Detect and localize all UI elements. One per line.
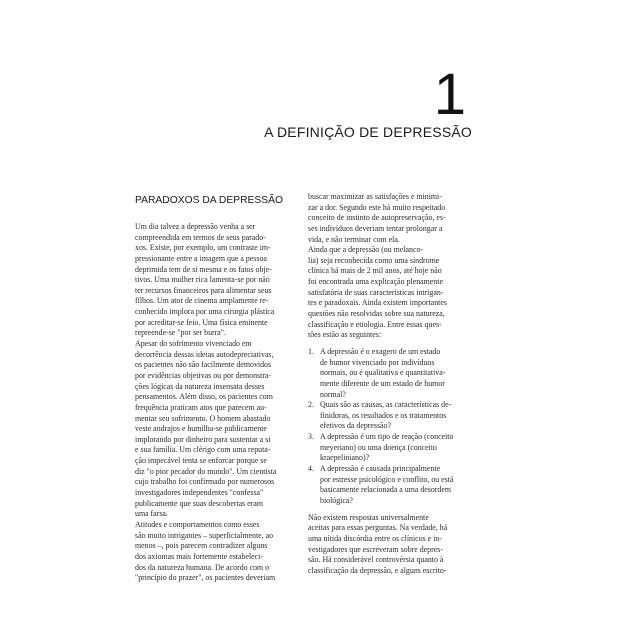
text-line: meyeriano) ou uma doença (conceito bbox=[320, 442, 437, 452]
text-line: mente diferente de um estado de humor bbox=[320, 378, 445, 388]
question-number: 1. bbox=[308, 346, 314, 356]
text-line: de humor vivenciado por indivíduos bbox=[320, 357, 435, 367]
question-number: 3. bbox=[308, 432, 314, 442]
question-item bbox=[308, 432, 468, 464]
left-text-column bbox=[135, 222, 293, 584]
text-line: deprimida tem de si mesma e os fatos obje- bbox=[135, 264, 272, 274]
text-line: implorando por dinheiro para sustentar a si bbox=[135, 434, 271, 444]
question-item bbox=[308, 464, 468, 507]
text-line: kraepeliniano)? bbox=[320, 453, 370, 463]
text-line: normal? bbox=[320, 389, 346, 399]
text-line: aceitas para essas perguntas. Na verdade, há bbox=[308, 523, 448, 533]
text-line: uma nítida discórdia entre os clínicos e in- bbox=[308, 533, 442, 543]
text-line: normais, ou é qualitativa e quantitativa- bbox=[320, 368, 446, 378]
right-text-column bbox=[308, 192, 468, 576]
text-line: são. Há considerável controvérsia quanto à bbox=[308, 555, 444, 565]
text-line: efetivos da depressão? bbox=[320, 421, 391, 431]
text-line: vestigadores que escreveram sobre depres- bbox=[308, 544, 443, 554]
chapter-number: 1 bbox=[433, 62, 466, 127]
text-line: ções lógicas da natureza insensata desses bbox=[135, 381, 265, 391]
right-closing-paragraph bbox=[308, 513, 468, 577]
text-line: diz "o pior pecador do mundo". Um cientista bbox=[135, 466, 277, 476]
text-line: pressionante entre a imagem que a pessoa bbox=[135, 253, 267, 263]
text-line: publicamente que suas descobertas eram bbox=[135, 498, 263, 508]
text-line: questões não resolvidas sobre sua natureza, bbox=[308, 309, 445, 319]
text-line: finidoras, os resultados e os tratamentos bbox=[320, 410, 447, 420]
text-line: classificação e etiologia. Entre essas ques- bbox=[308, 319, 442, 329]
text-line: mentar seu sofrimento. O homem abastado bbox=[135, 413, 271, 423]
text-line: filhos. Um ator de cinema amplamente re- bbox=[135, 296, 269, 306]
text-line: Um dia talvez a depressão venha a ser bbox=[135, 222, 256, 231]
text-line: são muito intrigantes – superficialmente, ao bbox=[135, 530, 274, 540]
question-list bbox=[308, 347, 468, 507]
text-line: tões estão as seguintes: bbox=[308, 330, 381, 340]
text-line: dos axiomas mais fortemente estabeleci- bbox=[135, 551, 263, 561]
text-line: Atitudes e comportamentos como esses bbox=[135, 519, 260, 529]
text-line: A depressão é o exagero de um estado bbox=[320, 346, 441, 356]
text-line: conhecido implora por uma cirurgia plástica bbox=[135, 307, 275, 317]
text-line: investigadores independentes "confessa" bbox=[135, 488, 264, 498]
text-line: Quais são as causas, as características de- bbox=[320, 400, 452, 410]
text-line: dos da natureza humana. De acordo com o bbox=[135, 562, 270, 572]
text-line: menos –, pois parecem contradizer alguns bbox=[135, 541, 268, 551]
question-item bbox=[308, 347, 468, 400]
text-line: tivos. Uma mulher rica lamenta-se por não bbox=[135, 275, 270, 285]
text-line: Apesar do sofrimento vivenciado em bbox=[135, 339, 252, 349]
question-number: 2. bbox=[308, 400, 314, 410]
text-line: frequência praticam atos que parecem au- bbox=[135, 402, 267, 412]
text-line: uma farsa. bbox=[135, 509, 168, 519]
text-line: cujo trabalho foi confirmado por numerosos bbox=[135, 477, 275, 487]
question-number: 4. bbox=[308, 464, 314, 474]
text-line: por estresse psicológico e conflito, ou está bbox=[320, 474, 454, 484]
text-line: classificação da depressão, e alguns escrito- bbox=[308, 565, 447, 575]
text-line: por acreditar-se feio. Uma física eminente bbox=[135, 317, 268, 327]
text-line: Ainda que a depressão (ou melanco- bbox=[308, 245, 424, 255]
text-line: os pacientes não são facilmente demovidos bbox=[135, 360, 272, 370]
text-line: A depressão é um tipo de reação (conceito bbox=[320, 432, 454, 442]
text-line: xos. Existe, por exemplo, um contraste im- bbox=[135, 243, 271, 253]
text-line: "princípio do prazer", os pacientes deveriam bbox=[135, 573, 276, 583]
text-line: satisfatória de suas características intrigan- bbox=[308, 287, 444, 297]
text-line: por evidências objetivas ou por demonstra- bbox=[135, 370, 272, 380]
text-line: ção impecável tenta se enforcar porque se bbox=[135, 456, 267, 466]
text-line: conceito de instinto de autopreservação, es- bbox=[308, 213, 446, 223]
text-line: vida, e não terminar com ela. bbox=[308, 234, 400, 244]
text-line: repreende-se "por ser burra". bbox=[135, 328, 227, 338]
text-line: A depressão é causada principalmente bbox=[320, 464, 441, 474]
text-line: biológica? bbox=[320, 495, 353, 505]
text-line: ses indivíduos deveriam tentar prolongar a bbox=[308, 223, 443, 233]
text-line: e sua família. Um clérigo com uma reputa- bbox=[135, 445, 271, 455]
text-line: clínica há mais de 2 mil anos, até hoje não bbox=[308, 266, 442, 276]
text-line: compreendida em termos de seus parado- bbox=[135, 232, 266, 242]
chapter-title: A DEFINIÇÃO DE DEPRESSÃO bbox=[264, 124, 472, 140]
text-line: veste andrajos e humilha-se publicamente bbox=[135, 424, 267, 434]
text-line: foi encontrada uma explicação plenamente bbox=[308, 277, 443, 287]
text-line: tes e paradoxais. Ainda existem importantes bbox=[308, 298, 447, 308]
text-line: lia) seja reconhecida como uma síndrome bbox=[308, 255, 440, 265]
text-line: buscar maximizar as satisfações e minimi- bbox=[308, 192, 442, 201]
section-heading: PARADOXOS DA DEPRESSÃO bbox=[135, 195, 284, 206]
question-item bbox=[308, 400, 468, 432]
text-line: ter recursos financeiros para alimentar seus bbox=[135, 285, 272, 295]
text-line: basicamente relacionada a uma desordem bbox=[320, 485, 452, 495]
right-intro-paragraphs bbox=[308, 192, 468, 341]
text-line: zar a dor. Segundo este há muito respeitado bbox=[308, 202, 446, 212]
text-line: pensamentos. Além disso, os pacientes com bbox=[135, 392, 273, 402]
text-line: Não existem respostas universalmente bbox=[308, 512, 429, 522]
text-line: decorrência dessas ideias autodepreciativas, bbox=[135, 349, 274, 359]
